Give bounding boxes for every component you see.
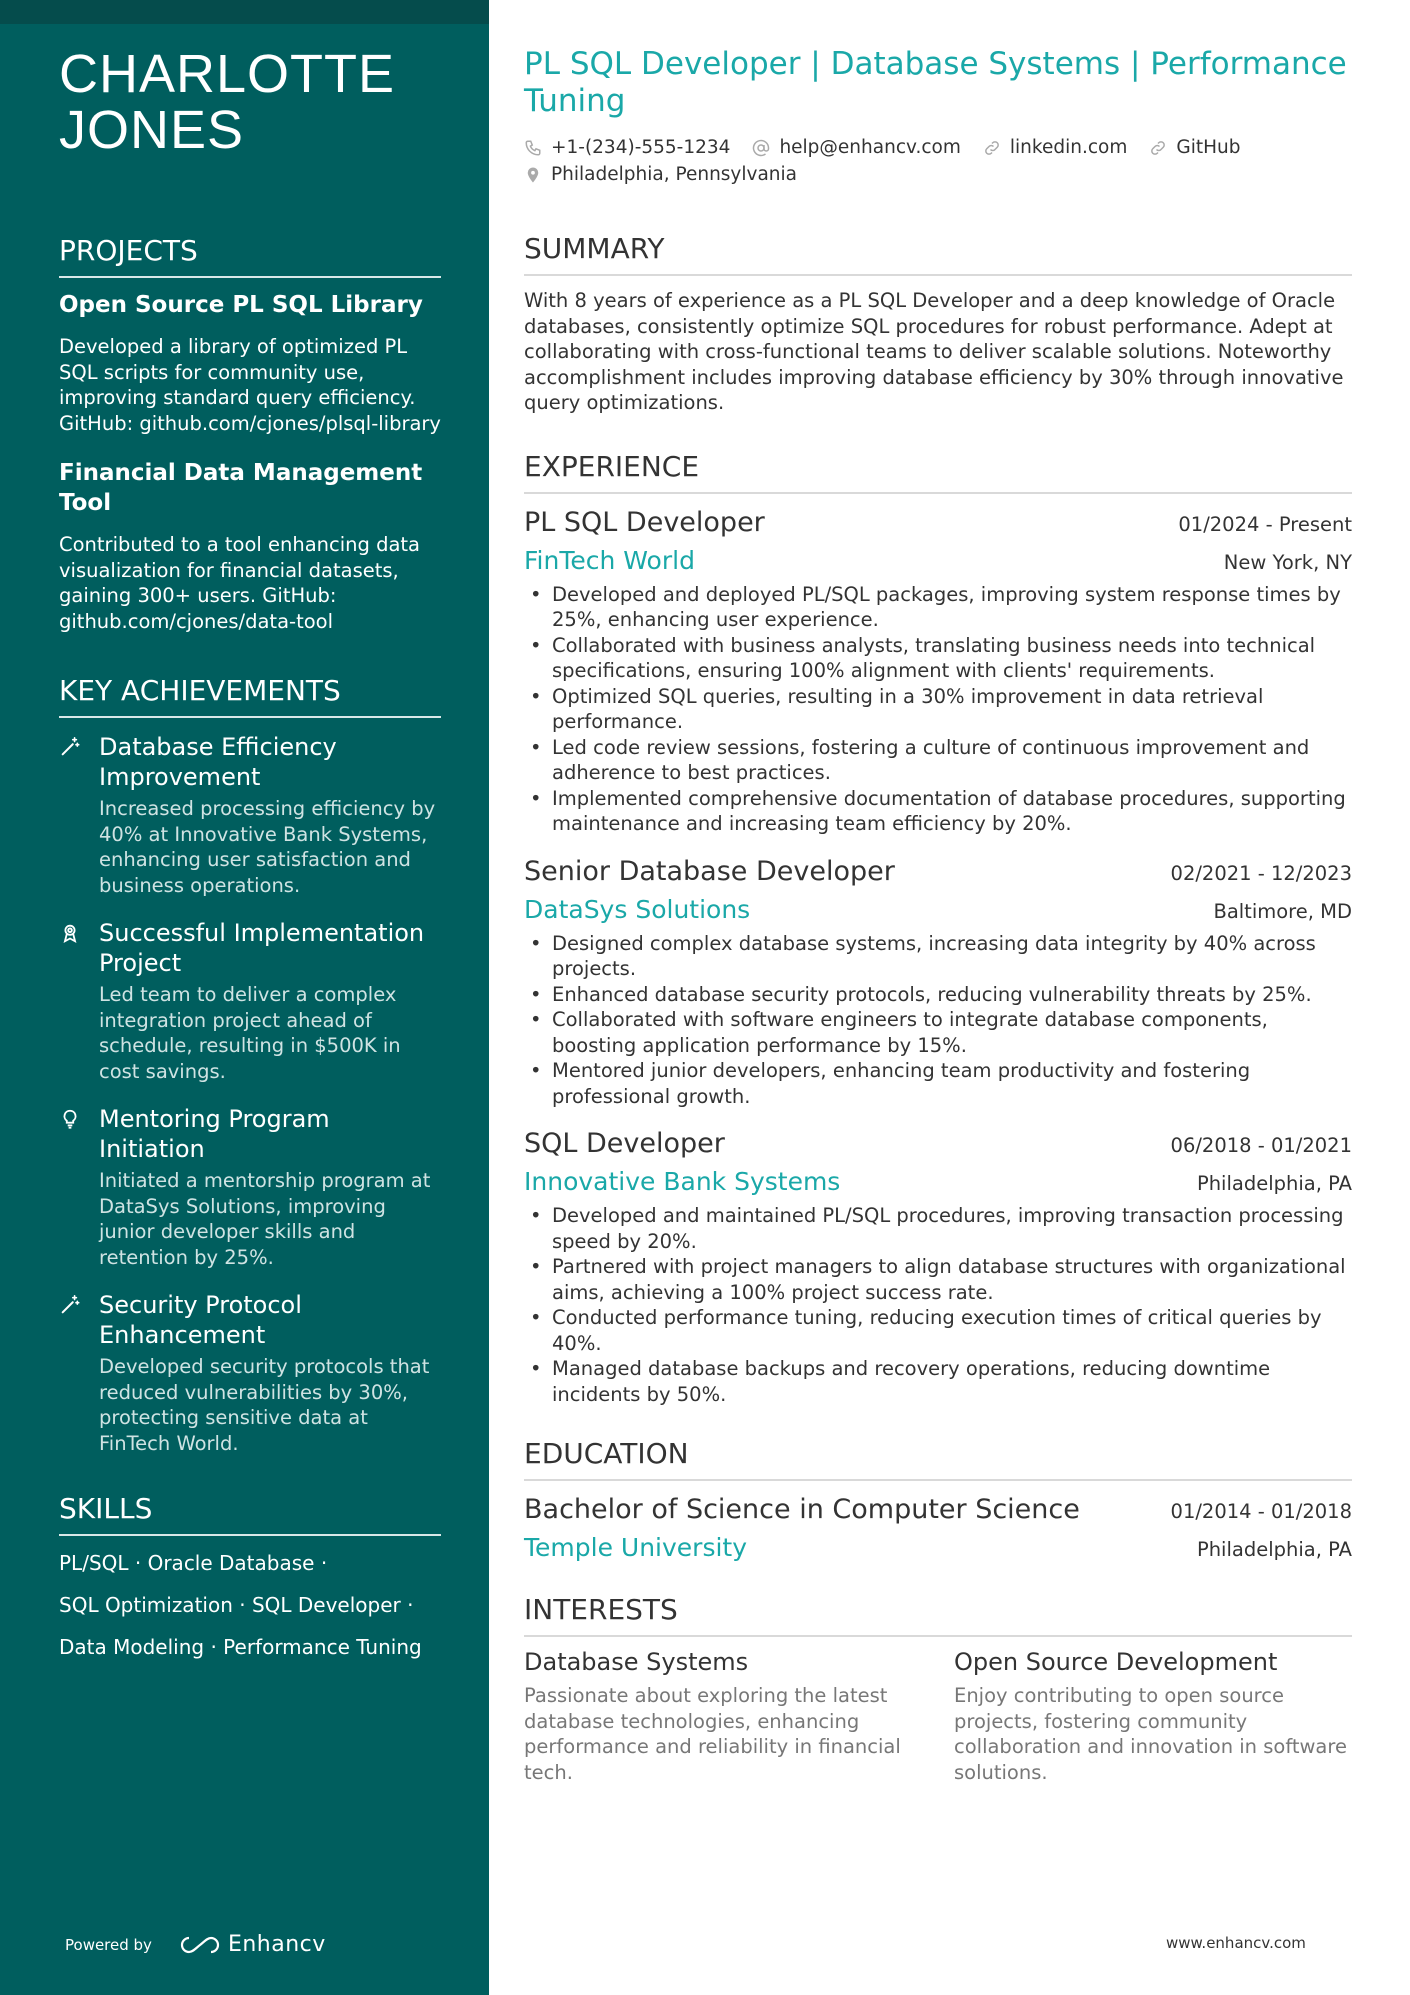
linkedin-contact[interactable] (983, 134, 1127, 161)
summary-text: With 8 years of experience as a PL SQL Developer and a deep knowledge of Oracle databases, consistently optimize SQL procedures for robust performance. Adept at collaborating with cross-functional teams to deliver scalable solutions. Noteworthy accomplishment includes improving database efficiency by 30% through innovative query optimizations. (524, 289, 1344, 414)
candidate-name: CHARLOTTE JONES (59, 44, 396, 160)
achievement-item (59, 1104, 441, 1270)
achievements-section (59, 674, 441, 1456)
infinity-logo-icon (178, 1934, 222, 1956)
phone-number: +1-(234)-555-1234 (551, 137, 731, 158)
education-date: 01/2014 - 01/2018 (1170, 1500, 1352, 1523)
job-location: New York, NY (1223, 550, 1352, 574)
projects-heading: PROJECTS (59, 234, 441, 278)
job-company: FinTech World (524, 545, 695, 575)
bullet-item: • Developed and deployed PL/SQL packages, improving system response times by 25%, enhancing user experience. (524, 582, 1352, 633)
skill-line: SQL Optimization · SQL Developer · (59, 1593, 414, 1617)
education-location: Philadelphia, PA (1196, 1538, 1352, 1561)
at-icon (752, 139, 770, 157)
skill-line: Data Modeling · Performance Tuning (59, 1635, 422, 1659)
email-contact[interactable] (752, 134, 960, 161)
bullet-item: • Designed complex database systems, increasing data integrity by 40% across projects. (524, 931, 1352, 982)
education-heading: EDUCATION (524, 1437, 1352, 1481)
project-item (59, 290, 441, 436)
bullet-item: • Managed database backups and recovery operations, reducing downtime incidents by 50%. (524, 1356, 1352, 1407)
job-bullets (524, 582, 1352, 837)
achievement-title: Database Efficiency Improvement (99, 733, 337, 791)
school: Temple University (524, 1533, 748, 1562)
sidebar-top-bar (0, 0, 489, 24)
job-date: 02/2021 - 12/2023 (1170, 861, 1352, 885)
job-company: DataSys Solutions (524, 894, 751, 924)
summary-heading: SUMMARY (524, 232, 1352, 276)
skill-line: PL/SQL · Oracle Database · (59, 1551, 328, 1575)
bullet-item: • Partnered with project managers to align database structures with organizational aims, achieving a 100% project success rate. (524, 1254, 1352, 1305)
job-title: Senior Database Developer (524, 855, 895, 887)
bullet-item: • Developed and maintained PL/SQL procedures, improving transaction processing speed by 20%. (524, 1203, 1352, 1254)
achievement-description: Increased processing efficiency by 40% at Innovative Bank Systems, enhancing user satisfaction and business operations. (99, 797, 436, 897)
interests-heading: INTERESTS (524, 1593, 1352, 1637)
achievement-description: Led team to deliver a complex integration project ahead of schedule, resulting in $500K in cost savings. (99, 983, 401, 1083)
education-section (524, 1437, 1352, 1563)
job-entry (524, 1127, 1352, 1407)
phone-contact[interactable] (524, 134, 730, 161)
achievement-item (59, 918, 441, 1084)
job-date: 01/2024 - Present (1178, 512, 1352, 536)
job-bullets (524, 1203, 1352, 1407)
skills-list (59, 1550, 441, 1660)
sidebar (0, 0, 489, 1995)
project-description: Contributed to a tool enhancing data visualization for financial datasets, gaining 300+ users. GitHub: github.com/cjones/data-tool (59, 533, 421, 633)
project-title: Open Source PL SQL Library (59, 292, 423, 318)
job-title: PL SQL Developer (524, 506, 765, 538)
achievements-heading: KEY ACHIEVEMENTS (59, 674, 441, 718)
achievement-item (59, 1290, 441, 1456)
github-link: GitHub (1176, 137, 1241, 158)
footer-website[interactable]: www.enhancv.com (1166, 1934, 1306, 1952)
main-content (524, 46, 1352, 1785)
project-item (59, 458, 441, 634)
award-icon (59, 918, 99, 1084)
project-title: Financial Data Management Tool (59, 460, 423, 516)
education-entry (524, 1493, 1352, 1563)
achievement-item (59, 732, 441, 898)
experience-section (524, 450, 1352, 1408)
job-date: 06/2018 - 01/2021 (1170, 1134, 1352, 1157)
powered-by (65, 1932, 326, 1957)
linkedin-link: linkedin.com (1009, 137, 1128, 158)
bullet-item: • Enhanced database security protocols, reducing vulnerability threats by 25%. (524, 982, 1352, 1008)
enhancv-logo[interactable] (178, 1932, 326, 1957)
job-location: Philadelphia, PA (1196, 1172, 1352, 1195)
skills-heading: SKILLS (59, 1492, 441, 1536)
summary-section (524, 232, 1352, 416)
email-address: help@enhancv.com (779, 137, 961, 158)
location-text: Philadelphia, Pennsylvania (551, 164, 798, 185)
powered-by-label: Powered by (65, 1935, 152, 1954)
experience-heading: EXPERIENCE (524, 450, 1352, 494)
project-description: Developed a library of optimized PL SQL scripts for community use, improving standard query efficiency. GitHub: github.com/cjones/plsql-library (59, 335, 441, 435)
skills-section (59, 1492, 441, 1660)
achievement-title: Successful Implementation Project (99, 919, 425, 977)
bullet-item: • Led code review sessions, fostering a culture of continuous improvement and adherence to best practices. (524, 735, 1352, 786)
job-entry (524, 855, 1352, 1110)
bullet-item: • Optimized SQL queries, resulting in a 30% improvement in data retrieval performance. (524, 684, 1352, 735)
bullet-item: • Collaborated with business analysts, translating business needs into technical specifications, ensuring 100% alignment with clients' requirements. (524, 633, 1352, 684)
github-contact[interactable] (1149, 134, 1240, 161)
location-contact (524, 161, 797, 188)
interest-title: Open Source Development (954, 1648, 1278, 1676)
interest-description: Enjoy contributing to open source projects, fostering community collaboration and innovation in software solutions. (954, 1684, 1347, 1784)
magic-wand-icon (59, 1290, 99, 1456)
phone-icon (524, 139, 542, 157)
degree: Bachelor of Science in Computer Science (524, 1494, 1080, 1525)
lightbulb-icon (59, 1104, 99, 1270)
bullet-item: • Implemented comprehensive documentation of database procedures, supporting maintenance and increasing team efficiency by 20%. (524, 786, 1352, 837)
job-entry (524, 506, 1352, 837)
job-bullets (524, 931, 1352, 1110)
magic-wand-icon (59, 732, 99, 898)
headline: PL SQL Developer | Database Systems | Performance Tuning (524, 46, 1347, 119)
bullet-item: • Mentored junior developers, enhancing team productivity and fostering professional growth. (524, 1058, 1352, 1109)
location-pin-icon (524, 166, 542, 184)
interests-section (524, 1593, 1352, 1785)
contact-info (524, 134, 1352, 188)
achievement-title: Mentoring Program Initiation (99, 1105, 330, 1163)
interest-item (954, 1647, 1352, 1785)
bullet-item: • Conducted performance tuning, reducing execution times of critical queries by 40%. (524, 1305, 1352, 1356)
job-title: SQL Developer (524, 1128, 725, 1159)
job-company: Innovative Bank Systems (524, 1167, 841, 1196)
achievement-description: Initiated a mentorship program at DataSys Solutions, improving junior developer skills and retention by 25%. (99, 1169, 431, 1269)
projects-section (59, 234, 441, 634)
link-icon (983, 139, 1001, 157)
link-icon (1149, 139, 1167, 157)
interest-item (524, 1647, 954, 1785)
interest-title: Database Systems (524, 1648, 749, 1676)
brand-name: Enhancv (227, 1932, 326, 1957)
bullet-item: • Collaborated with software engineers to integrate database components, boosting application performance by 15%. (524, 1007, 1352, 1058)
achievement-title: Security Protocol Enhancement (99, 1291, 302, 1349)
job-location: Baltimore, MD (1213, 899, 1352, 923)
achievement-description: Developed security protocols that reduced vulnerabilities by 30%, protecting sensitive data at FinTech World. (99, 1355, 430, 1455)
interest-description: Passionate about exploring the latest database technologies, enhancing performance and reliability in financial tech. (524, 1684, 901, 1784)
